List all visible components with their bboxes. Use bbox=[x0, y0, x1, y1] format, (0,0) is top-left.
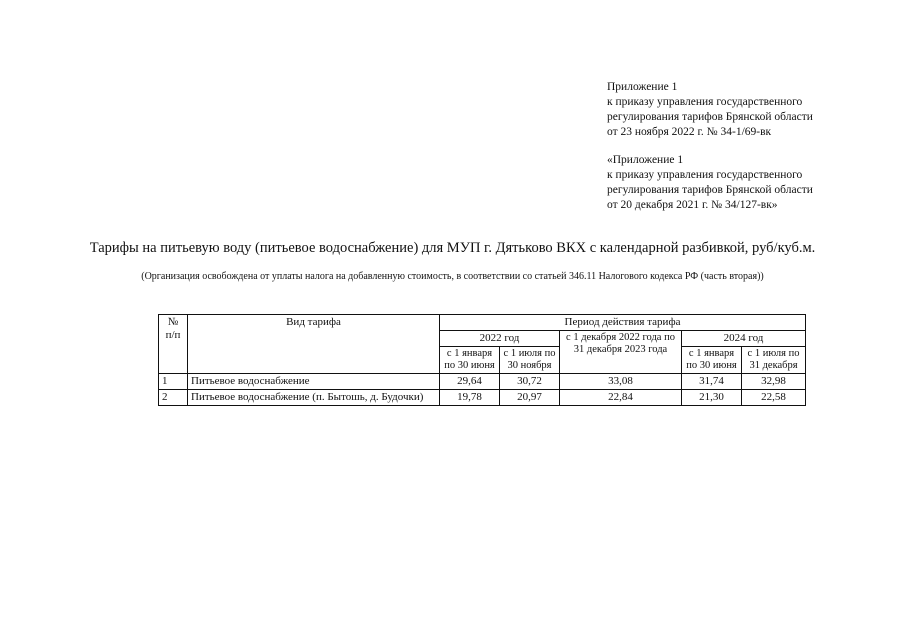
row-value: 21,30 bbox=[682, 390, 742, 406]
appendix-line: к приказу управления государственного bbox=[607, 96, 803, 108]
header-year-2024: 2024 год bbox=[682, 331, 806, 347]
header-num: № п/п bbox=[159, 315, 188, 374]
appendix-line: Приложение 1 bbox=[607, 81, 678, 93]
tax-note: (Организация освобождена от уплаты налога на добавленную стоимость, в соответствии со статьей 346.11 Налогового кодекса РФ (часть вторая)) bbox=[141, 271, 764, 282]
row-value: 20,97 bbox=[500, 390, 560, 406]
appendix-line: регулирования тарифов Брянской области bbox=[607, 184, 813, 196]
row-tariff-type: Питьевое водоснабжение (п. Бытошь, д. Будочки) bbox=[188, 390, 440, 406]
table-row bbox=[159, 374, 806, 390]
appendix-line: «Приложение 1 bbox=[607, 154, 684, 166]
row-num: 1 bbox=[159, 374, 188, 390]
header-row bbox=[159, 315, 806, 331]
header-2024-h1: с 1 января по 30 июня bbox=[682, 347, 742, 374]
header-year-2022: 2022 год bbox=[440, 331, 560, 347]
row-value: 31,74 bbox=[682, 374, 742, 390]
appendix-line: от 23 ноября 2022 г. № 34-1/69-вк bbox=[607, 126, 772, 138]
row-value: 19,78 bbox=[440, 390, 500, 406]
row-value: 30,72 bbox=[500, 374, 560, 390]
header-2022-h2: с 1 июля по 30 ноября bbox=[500, 347, 560, 374]
row-value: 22,58 bbox=[742, 390, 806, 406]
appendix-line: к приказу управления государственного bbox=[607, 169, 803, 181]
tariff-table bbox=[158, 314, 806, 406]
document-title: Тарифы на питьевую воду (питьевое водоснабжение) для МУП г. Дятьково ВКХ с календарной разбивкой, руб/куб.м. bbox=[89, 240, 816, 256]
header-tariff-type: Вид тарифа bbox=[188, 315, 440, 374]
header-2022-h1: с 1 января по 30 июня bbox=[440, 347, 500, 374]
appendix-current bbox=[607, 80, 897, 140]
appendix-line: от 20 декабря 2021 г. № 34/127-вк» bbox=[607, 199, 778, 211]
header-2024-h2: с 1 июля по 31 декабря bbox=[742, 347, 806, 374]
appendix-line: регулирования тарифов Брянской области bbox=[607, 111, 813, 123]
table-row bbox=[159, 390, 806, 406]
row-tariff-type: Питьевое водоснабжение bbox=[188, 374, 440, 390]
row-value: 33,08 bbox=[560, 374, 682, 390]
row-num: 2 bbox=[159, 390, 188, 406]
row-value: 32,98 bbox=[742, 374, 806, 390]
header-period: Период действия тарифа bbox=[440, 315, 806, 331]
row-value: 22,84 bbox=[560, 390, 682, 406]
row-value: 29,64 bbox=[440, 374, 500, 390]
header-period-dec2022: с 1 декабря 2022 года по 31 декабря 2023 года bbox=[560, 331, 682, 374]
appendix-previous bbox=[607, 153, 897, 213]
